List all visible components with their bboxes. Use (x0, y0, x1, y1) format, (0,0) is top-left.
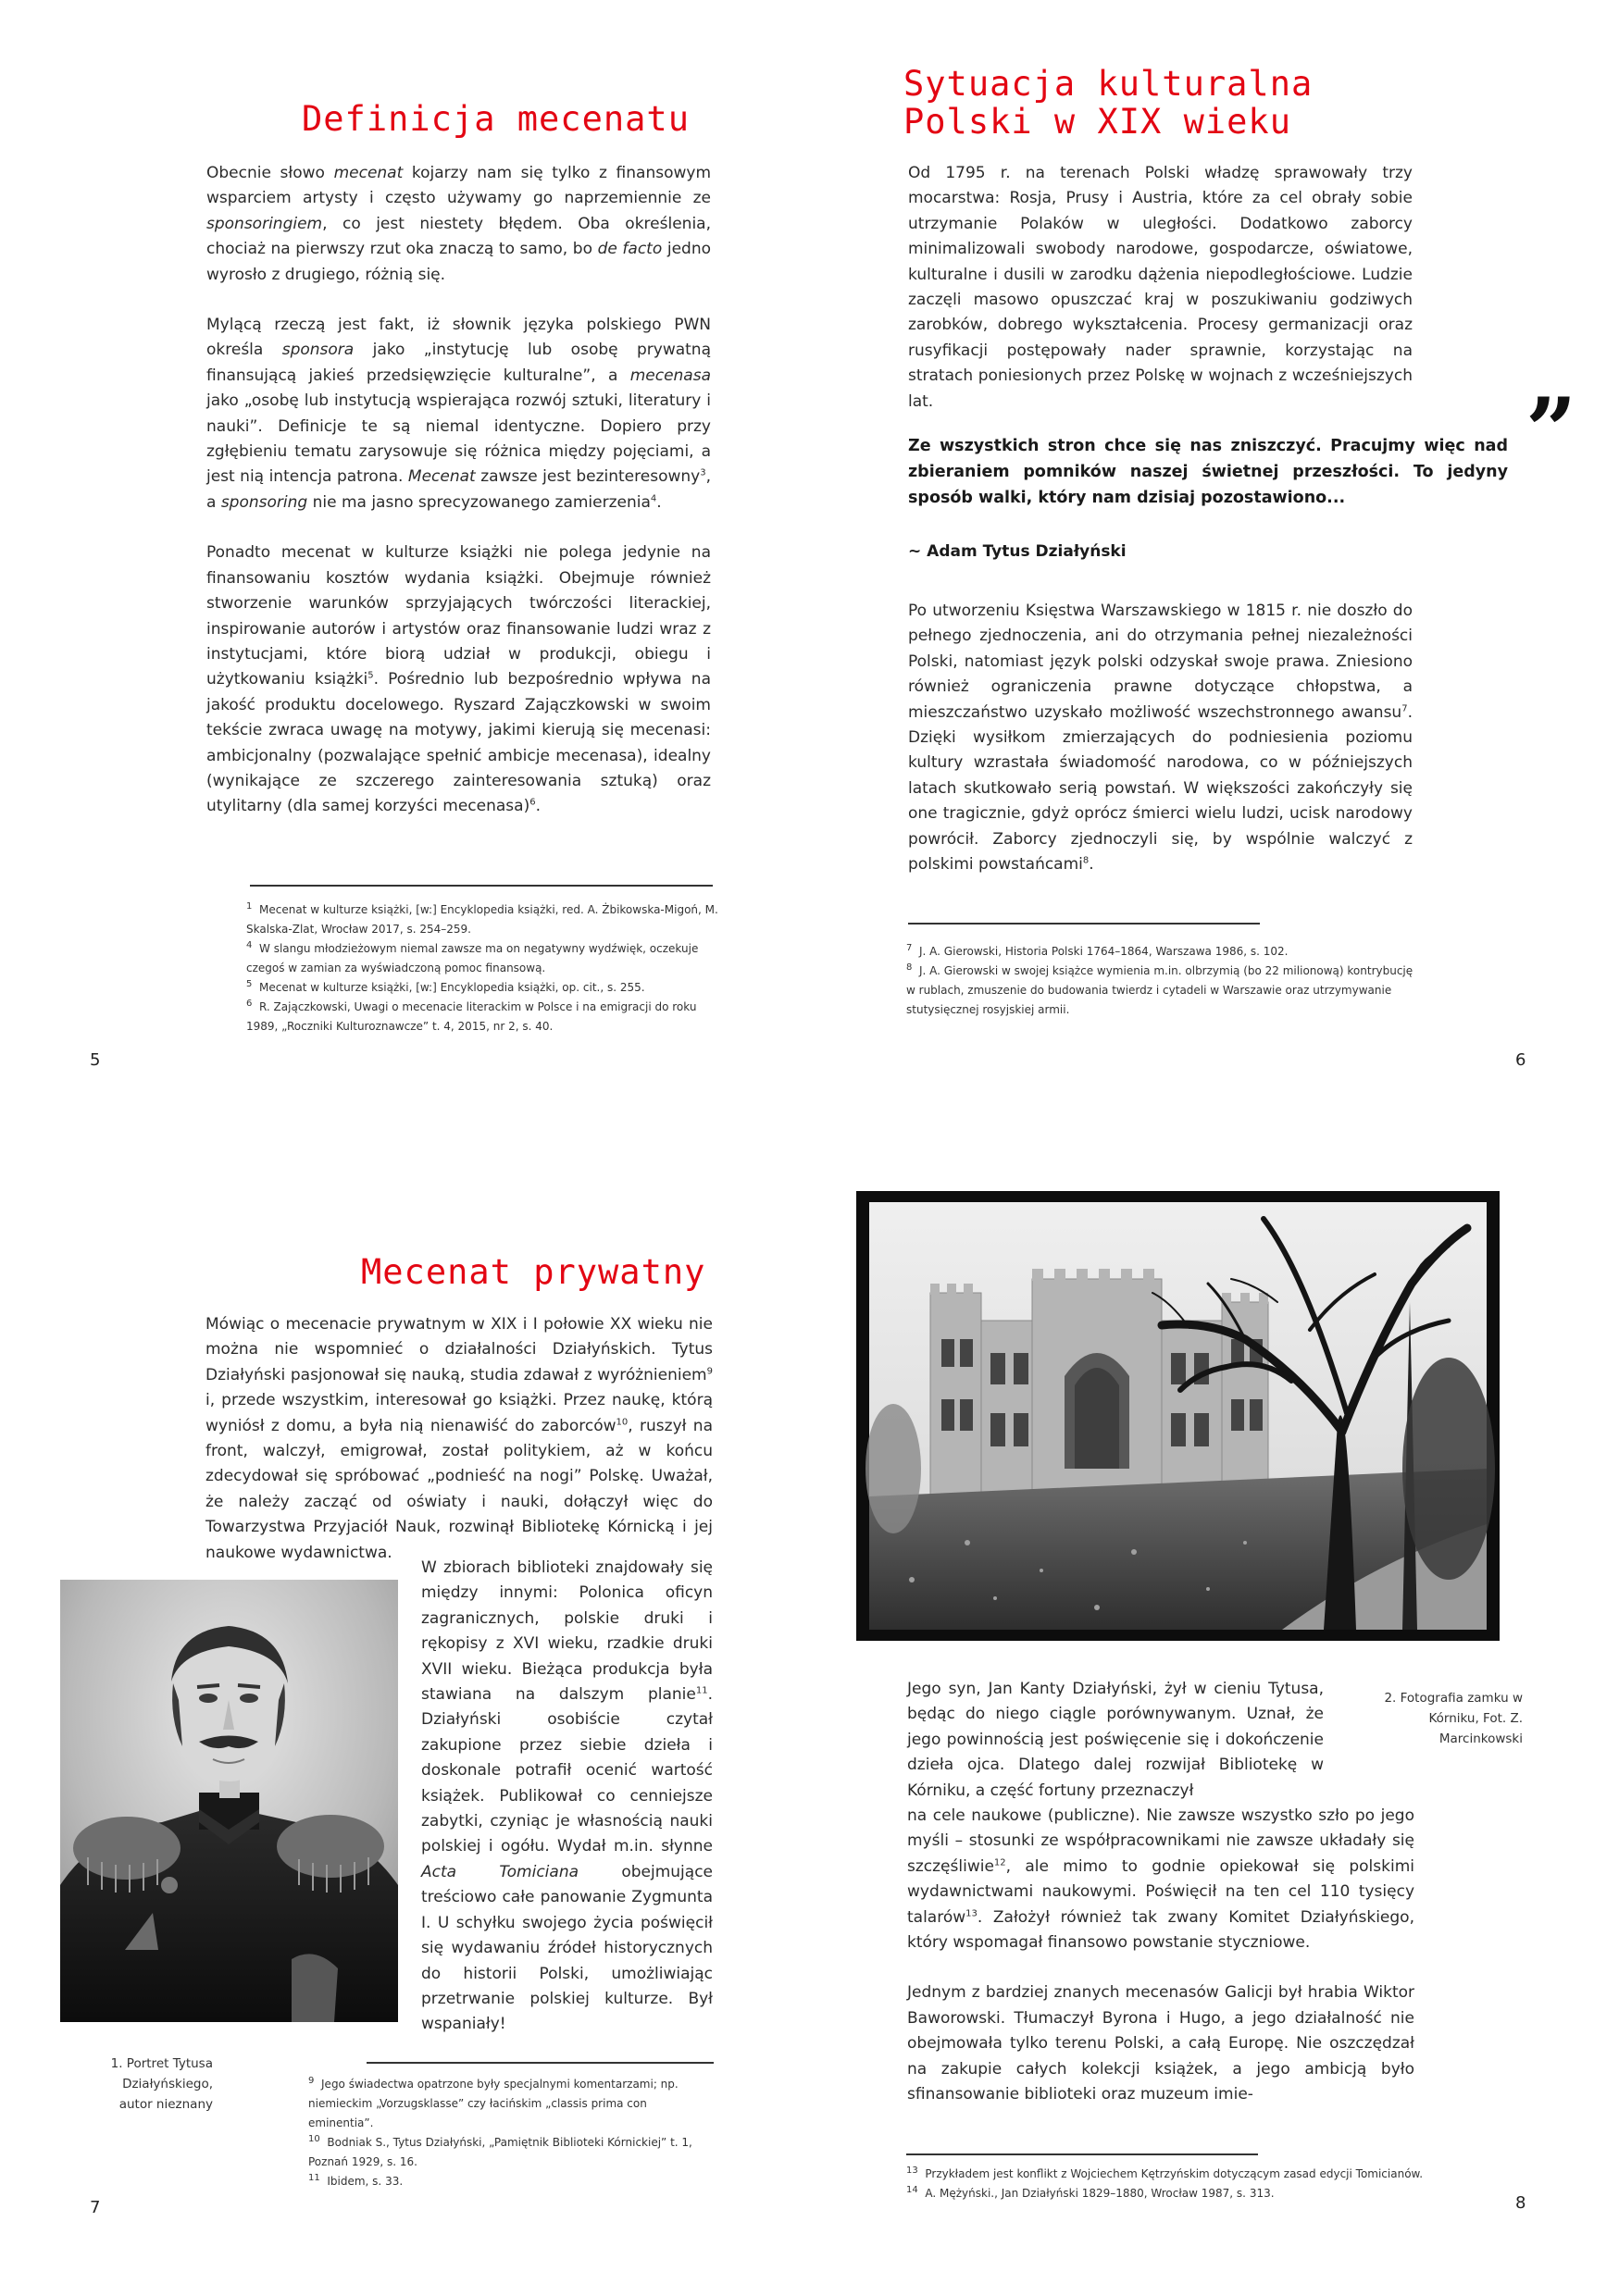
page8-footnote-rule (906, 2153, 1258, 2155)
page7-footnotes (308, 2075, 716, 2191)
page8-footnotes (906, 2165, 1425, 2203)
page5-paragraph-1: Obecnie słowo mecenat kojarzy nam się tylko z finansowym wsparciem artysty i często używamy go naprzemiennie ze sponsoringiem, co jest niestety błędem. Oba określenia, chociaż na pierwszy rzut oka znaczą to samo, bo de facto jedno wyrosło z drugiego, różnią się. (206, 164, 712, 284)
page7-heading: Mecenat prywatny (361, 1252, 706, 1292)
portrait-image (60, 1580, 398, 2022)
page6-heading (903, 65, 1313, 141)
closing-quote-icon: ” (1526, 379, 1577, 483)
footnote-6: $^6$ R. Zajączkowski, Uwagi o mecenacie literackim w Polsce i na emigracji do roku 1989, „Roczniki Kulturoznawcze” t. 4, 2015, nr 2, s. 40. (246, 999, 697, 1033)
page5-paragraph-3: Ponadto mecenat w kulturze książki nie polega jedynie na finansowaniu kosztów wydania książki. Obejmuje również stworzenie warunków sprzyjających twórczości literackiej, inspirowanie autorów i artystów oraz finansowanie ludzi wraz z instytucjami, które biorą udział w produkcji, obiegu i użytkowaniu książki$^5$. Pośrednio lub bezpośrednio wpływa na jakość produktu docelowego. Ryszard Zajączkowski w swoim tekście zwraca uwagę na motywy, jakimi kierują się mecenasi: ambicjonalny (pozwalające spełnić ambicje mecenasa), idealny (wynikające ze szczerego zainteresowania sztuką) oraz utylitarny (dla samej korzyści mecenasa)$^6$. (206, 543, 711, 816)
page5-body (206, 161, 711, 820)
page6-body-bottom (908, 599, 1413, 877)
page5-footnote-rule (250, 885, 713, 887)
footnote-8: $^8$ J. A. Gierowski w swojej książce wymienia m.in. olbrzymią (bo 22 milionową) kontrybucję w rublach, zmuszenie do budowania twierdz i cytadeli w Warszawie oraz utrzymywanie stutysięcznej rosyjskiej armii. (906, 962, 1414, 1016)
page5-heading: Definicja mecenatu (302, 99, 690, 139)
portrait-caption: 1. Portret Tytusa Działyńskiego, autor nieznany (110, 2056, 213, 2112)
footnote-13: $^{13}$ Przykładem jest konflikt z Wojciechem Kętrzyńskim dotyczącym zasad edycji Tomicianów. (906, 2166, 1424, 2180)
footnote-9: $^9$ Jego świadectwa opatrzone były specjalnymi komentarzami; np. niemieckim „Vorzugsklasse” czy łacińskim „classis prima con eminentia”. (308, 2076, 679, 2129)
page-number-8: 8 (1515, 2193, 1526, 2213)
page6-paragraph-1: Od 1795 r. na terenach Polski władzę sprawowały trzy mocarstwa: Rosja, Prusy i Austria, które za cel obrały sobie utrzymanie Polaków w uległości. Dodatkowo zaborcy minimalizowali swobody narodowe, gospodarcze, oświatowe, kulturalne i dusili w zarodku dążenia niepodległościowe. Ludzie zaczęli masowo opuszczać kraj w poszukiwaniu godziwych zarobków, dobrego wykształcenia. Procesy germanizacji oraz rusyfikacji postępowały nader sprawnie, korzystając na stratach poniesionych przez Polskę w wojnach z wcześniejszych lat. (908, 164, 1413, 411)
page8-body (907, 1677, 1414, 2108)
footnote-14: $^{14}$ A. Mężyński., Jan Działyński 1829–1880, Wrocław 1987, s. 313. (906, 2185, 1275, 2200)
footnote-1: $^1$ Mecenat w kulturze książki, [w:] Encyklopedia książki, red. A. Żbikowska-Migoń, M. Skalska-Zlat, Wrocław 2017, s. 254–259. (246, 901, 718, 936)
portrait-svg (60, 1580, 398, 2022)
page8-paragraph-1: Jego syn, Jan Kanty Działyński, żył w cieniu Tytusa, będąc do niego ciągle porównywanym. Uznał, że jego powinnością jest poświęcenie się i dokończenie dzieła ojca. Dlatego dalej rozwijał Bibliotekę w Kórniku, a część fortuny przeznaczył na cele naukowe (publiczne). Nie zawsze wszystko szło po jego myśli – stosunki ze współpracownikami nie zawsze układały się szczęśliwie$^{12}$, ale mimo to godnie opiekował się polskimi wydawnictwami naukowymi. Poświęcił na ten cel 110 tysięcy talarów$^{13}$. Założył również tak zwany Komitet Działyńskiego, który wspomagał finansowo powstanie styczniowe. (907, 1680, 1414, 1953)
castle-photo-caption: 2. Fotografia zamku w Kórniku, Fot. Z. Marcinkowski (1384, 1691, 1523, 1746)
footnote-4: $^4$ W slangu młodzieżowym niemal zawsze ma on negatywny wydźwięk, oczekuje czegoś w zamian za wyświadczoną pomoc finansową. (246, 940, 699, 974)
page6-quote-author: ~ Adam Tytus Działyński (908, 542, 1127, 561)
page6-footnote-rule (908, 923, 1260, 925)
footnote-5: $^5$ Mecenat w kulturze książki, [w:] Encyklopedia książki, op. cit., s. 255. (246, 979, 645, 994)
page-number-7: 7 (90, 2198, 101, 2217)
castle-photo-svg (856, 1191, 1500, 1641)
page-number-5: 5 (90, 1050, 101, 1070)
page-number-6: 6 (1515, 1050, 1526, 1070)
castle-photo (856, 1191, 1500, 1641)
page6-footnotes (906, 942, 1425, 1020)
page6-heading-line2: Polski w XIX wieku (903, 102, 1291, 142)
page7-paragraph-1: Mówiąc o mecenacie prywatnym w XIX i I połowie XX wieku nie można nie wspomnieć o działalności Działyńskich. Tytus Działyński pasjonował się nauką, studia zdawał z wyróżnieniem$^9$ i, przede wszystkim, interesował go książki. Przez naukę, którą wyniósł z domu, a była nią nienawiść do zaborców$^{10}$, ruszył na front, walczył, emigrował, został politykiem, aż w końcu zdecydował się spróbować „podnieść na nogi” Polskę. Uważał, że należy zacząć od oświaty i nauki, dołączył więc do Towarzystwa Przyjaciół Nauk, rozwinął Bibliotekę Kórnicką i jej naukowe wydawnictwa. (205, 1315, 713, 1562)
page8-paragraph-2: Jednym z bardziej znanych mecenasów Galicji był hrabia Wiktor Baworowski. Tłumaczył Byrona i Hugo, a jego działalność nie obejmowała tylko terenu Polski, a całą Europę. Nie oszczędzał na zakupie całych kolekcji książek, a jego ambicją było sfinansowanie biblioteki oraz muzeum imie- (907, 1983, 1414, 2104)
page5-paragraph-2: Mylącą rzeczą jest fakt, iż słownik języka polskiego PWN określa sponsora jako „instytucję lub osobę prywatną finansującą jakieś przedsięwzięcie kulturalne”, a mecenasa jako „osobę lub instytucją wspierająca rozwój sztuki, literatury i nauki”. Definicje te są niemal identyczne. Dopiero przy zgłębieniu tematu zarysowuje się różnica między pojęciami, a jest nią intencja patrona. Mecenat zawsze jest bezinteresowny$^3$, a sponsoring nie ma jasno sprecyzowanego zamierzenia$^4$. (206, 316, 712, 512)
footnote-11: $^{11}$ Ibidem, s. 33. (308, 2173, 404, 2188)
page6-quote: Ze wszystkich stron chce się nas zniszczyć. Pracujmy więc nad zbieraniem pomników naszej świetnej przeszłości. To jedyny sposób walki, który nam dzisiaj pozostawiono... (908, 437, 1508, 507)
page5-footnotes (246, 900, 718, 1036)
page6-paragraph-2: Po utworzeniu Księstwa Warszawskiego w 1815 r. nie doszło do pełnego zjednoczenia, ani do otrzymania pełnej niezależności Polski, natomiast język polski odzyskał swoje prawa. Zniesiono również ograniczenia prawne dotyczące chłopstwa, a mieszczaństwo uzyskało możliwość wszechstronnego awansu$^7$. Dzięki wysiłkom zmierzających do podniesienia poziomu kultury wzrastała świadomość narodowa, co w późniejszych latach skutkowało serią powstań. W większości zakończyły się one tragicznie, gdyż oprócz śmierci wielu ludzi, ucisk narodowy powrócił. Zaborcy zjednoczyli się, by wspólnie walczyć z polskimi powstańcami$^8$. (908, 602, 1413, 875)
page7-body (205, 1312, 713, 1566)
footnote-7: $^7$ J. A. Gierowski, Historia Polski 1764–1864, Warszawa 1986, s. 102. (906, 943, 1289, 958)
page6-body-top (908, 161, 1413, 415)
page6-heading-line1: Sytuacja kulturalna (903, 64, 1314, 104)
page7-paragraph-2: W zbiorach biblioteki znajdowały się między innymi: Polonica oficyn zagranicznych, polskie druki i rękopisy z XVI wieku, rzadkie druki XVII wieku. Bieżąca produkcja była stawiana na dalszym planie$^{11}$. Działyński osobiście czytał zakupione przez siebie dzieła i doskonale potrafił ocenić wartość książek. Publikował co cenniejsze zabytki, czyniąc je własnością nauki polskiej i ogółu. Wydał m.in. słynne Acta Tomiciana obejmujące treściowo całe panowanie Zygmunta I. U schyłku swojego życia poświęcił się wydawaniu źródeł historycznych do historii Polski, umożliwiając przetrwanie polskiej kulturze. Był wspaniały! (421, 1558, 713, 2034)
footnote-10: $^{10}$ Bodniak S., Tytus Działyński, „Pamiętnik Biblioteki Kórnickiej” t. 1, Poznań 1929, s. 16. (308, 2134, 692, 2168)
page7-body-wrap (421, 1556, 713, 2038)
page7-footnote-rule (367, 2062, 714, 2064)
